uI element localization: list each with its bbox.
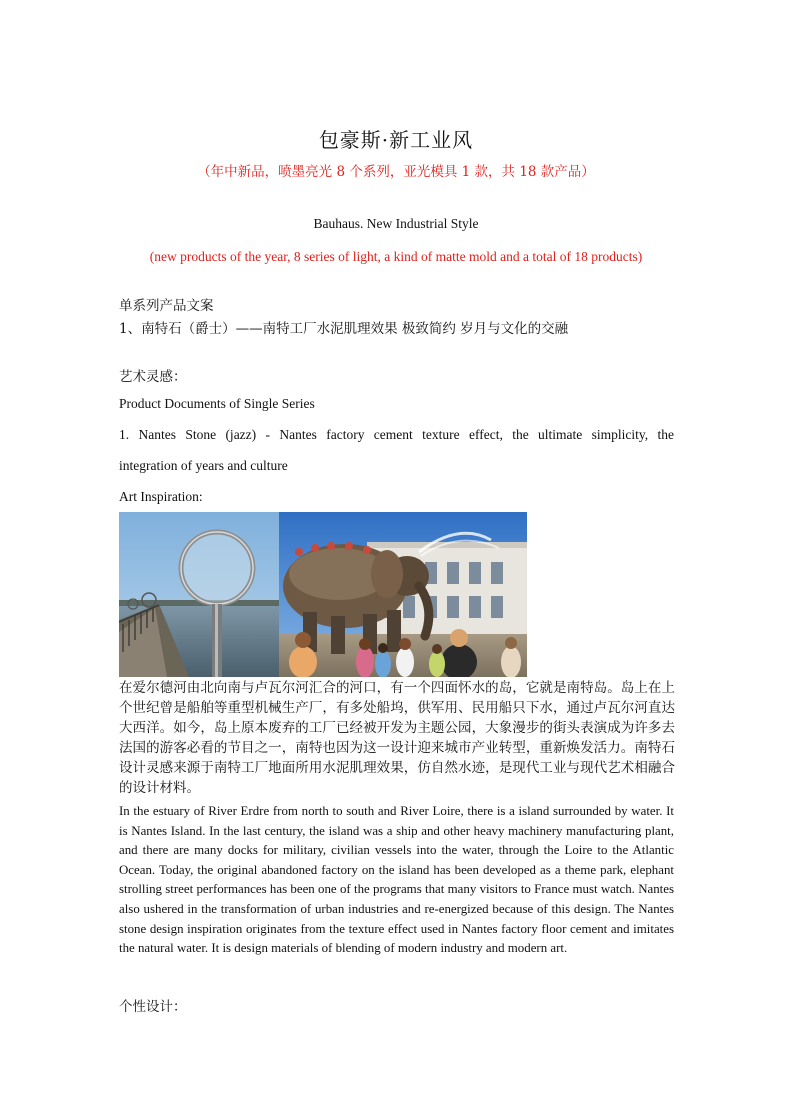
product-item-chinese: 1、南特石（爵士）——南特工厂水泥肌理效果 极致简约 岁月与文化的交融 bbox=[119, 321, 569, 337]
mechanical-elephant-photo bbox=[279, 512, 527, 677]
inspiration-photos bbox=[119, 512, 527, 677]
page-title: 包豪斯·新工业风 bbox=[318, 128, 474, 152]
product-item-english-line1: 1. Nantes Stone (jazz) - Nantes factory cement texture effect, the ultimate simplicity, the bbox=[119, 427, 674, 442]
section-heading-english: Product Documents of Single Series bbox=[119, 396, 315, 411]
design-heading-chinese: 个性设计： bbox=[119, 999, 187, 1015]
subtitle-english: (new products of the year, 8 series of light, a kind of matte mold and a total of 18 products) bbox=[149, 249, 643, 264]
section-heading-chinese: 单系列产品文案 bbox=[119, 298, 214, 314]
inspiration-heading-english: Art Inspiration: bbox=[119, 489, 203, 504]
river-lens-photo bbox=[119, 512, 281, 677]
title-english: Bauhaus. New Industrial Style bbox=[313, 216, 479, 231]
inspiration-photo-collage bbox=[119, 512, 527, 677]
product-item-english-line2: integration of years and culture bbox=[119, 458, 288, 473]
inspiration-heading-chinese: 艺术灵感： bbox=[119, 369, 187, 385]
inspiration-paragraph-english: In the estuary of River Erdre from north to south and River Loire, there is a island surrounded by water. It is Nantes Island. In the last century, the island was a ship and other heavy machinery manufacturing plant, and there are many docks for military, civilian vessels into the water, through the Loire to the Atlantic Ocean. Today, the original abandoned factory on the island has been developed as a theme park, elephant strolling street performances has been one of the programs that many visitors to France must watch. Nantes also ushered in the transformation of urban industries and re-energized because of this design. The Nantes stone design inspiration originates from the texture effect used in Nantes factory floor cement and imitates the natural water. It is design materials of blending of modern industry and modern art. bbox=[119, 804, 674, 956]
inspiration-paragraph-chinese: 在爱尔德河由北向南与卢瓦尔河汇合的河口，有一个四面怀水的岛，它就是南特岛。岛上在上个世纪曾是船舶等重型机械生产厂，有多处船坞，供军用、民用船只下水，通过卢瓦尔河直达大西洋。如今，岛上原本废弃的工厂已经被开发为主题公园，大象漫步的街头表演成为许多去法国的游客必看的节目之一，南特也因为这一设计迎来城市产业转型，重新焕发活力。南特石设计灵感来源于南特工厂地面所用水泥肌理效果，仿自然水迹，是现代工业与现代艺术相融合的设计材料。 bbox=[119, 680, 675, 796]
subtitle-chinese: （年中新品，喷墨亮光 8 个系列，亚光模具 1 款，共 18 款产品） bbox=[197, 164, 595, 180]
